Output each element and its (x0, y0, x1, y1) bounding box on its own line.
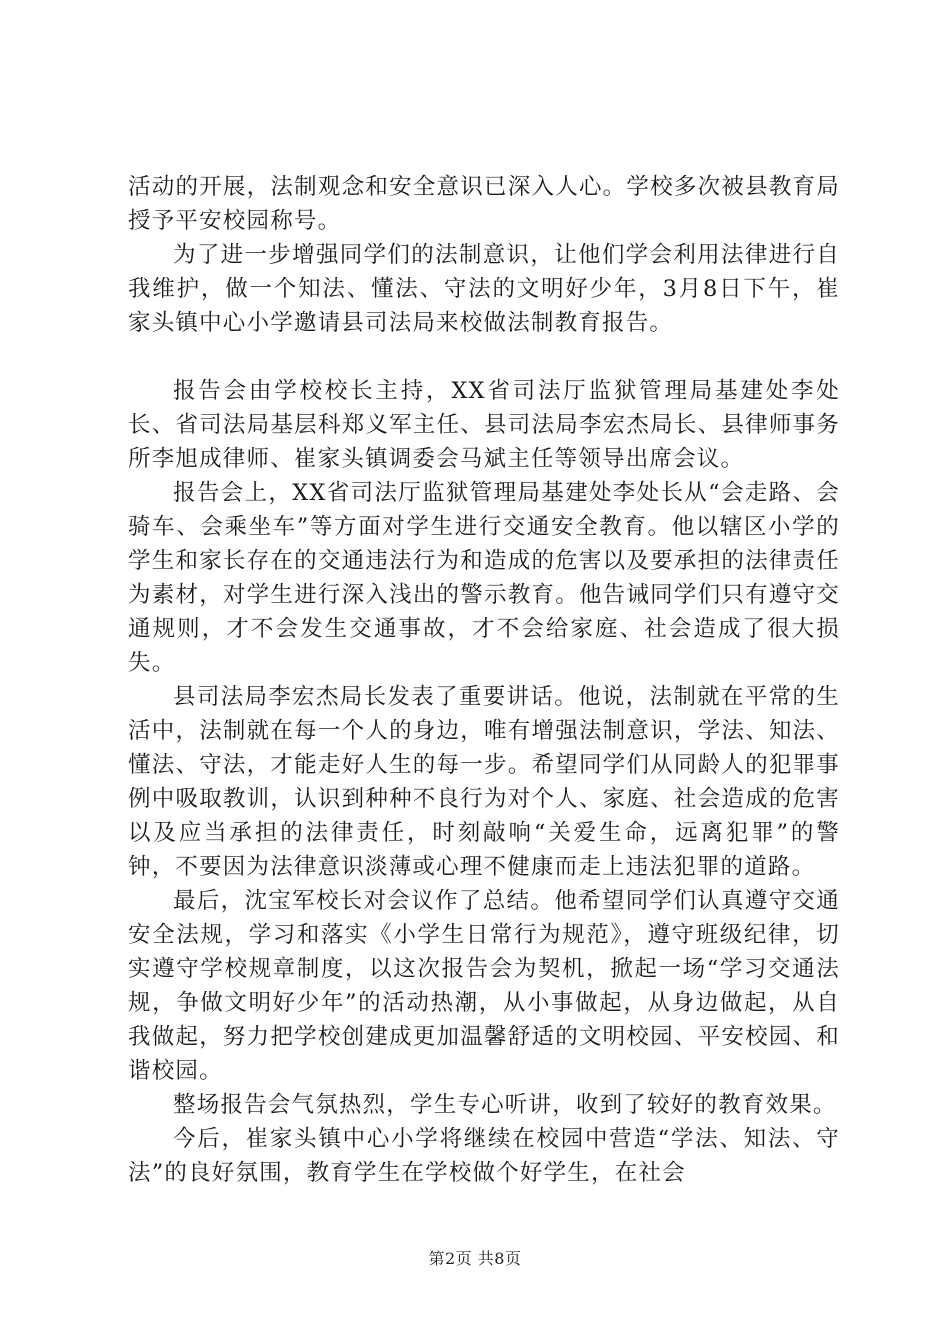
paragraph-1: 活动的开展，法制观念和安全意识已深入人心。学校多次被县教育局授予平安校园称号。 (128, 174, 840, 234)
paragraph-6: 最后，沈宝军校长对会议作了总结。他希望同学们认真遵守交通安全法规，学习和落实《小学生日常行为规范》，遵守班级纪律，切实遵守学校规章制度，以这次报告会为契机，掀起一场“学习交通法规，争做文明好少年”的活动热潮，从小事做起，从身边做起，从自我做起，努力把学校创建成更加温馨舒适的文明校园、平安校园、和谐校园。 (128, 888, 840, 1084)
paragraph-4: 报告会上，XX省司法厅监狱管理局基建处李处长从“会走路、会骑车、会乘坐车”等方面对学生进行交通安全教育。他以辖区小学的学生和家长存在的交通违法行为和造成的危害以及要承担的法律责任为素材，对学生进行深入浅出的警示教育。他告诫同学们只有遵守交通规则，才不会发生交通事故，才不会给家庭、社会造成了很大损失。 (128, 480, 840, 676)
page-number: 第2页 共8页 (428, 1249, 522, 1268)
paragraph-3: 报告会由学校校长主持，XX省司法厅监狱管理局基建处李处长、省司法局基层科郑义军主任、县司法局李宏杰局长、县律师事务所李旭成律师、崔家头镇调委会马斌主任等领导出席会议。 (128, 378, 840, 472)
document-body (128, 170, 840, 1190)
paragraph-5: 县司法局李宏杰局长发表了重要讲话。他说，法制就在平常的生活中，法制就在每一个人的身边，唯有增强法制意识，学法、知法、懂法、守法，才能走好人生的每一步。希望同学们从同龄人的犯罪事例中吸取教训，认识到种种不良行为对个人、家庭、社会造成的危害以及应当承担的法律责任，时刻敲响“关爱生命，远离犯罪”的警钟，不要因为法律意识淡薄或心理不健康而走上违法犯罪的道路。 (128, 684, 840, 880)
paragraph-7: 整场报告会气氛热烈，学生专心听讲，收到了较好的教育效果。 (173, 1092, 837, 1118)
paragraph-2: 为了进一步增强同学们的法制意识，让他们学会利用法律进行自我维护，做一个知法、懂法、守法的文明好少年，3月8日下午，崔家头镇中心小学邀请县司法局来校做法制教育报告。 (128, 242, 840, 336)
paragraph-8: 今后，崔家头镇中心小学将继续在校园中营造“学法、知法、守法”的良好氛围，教育学生在学校做个好学生，在社会 (128, 1126, 840, 1186)
